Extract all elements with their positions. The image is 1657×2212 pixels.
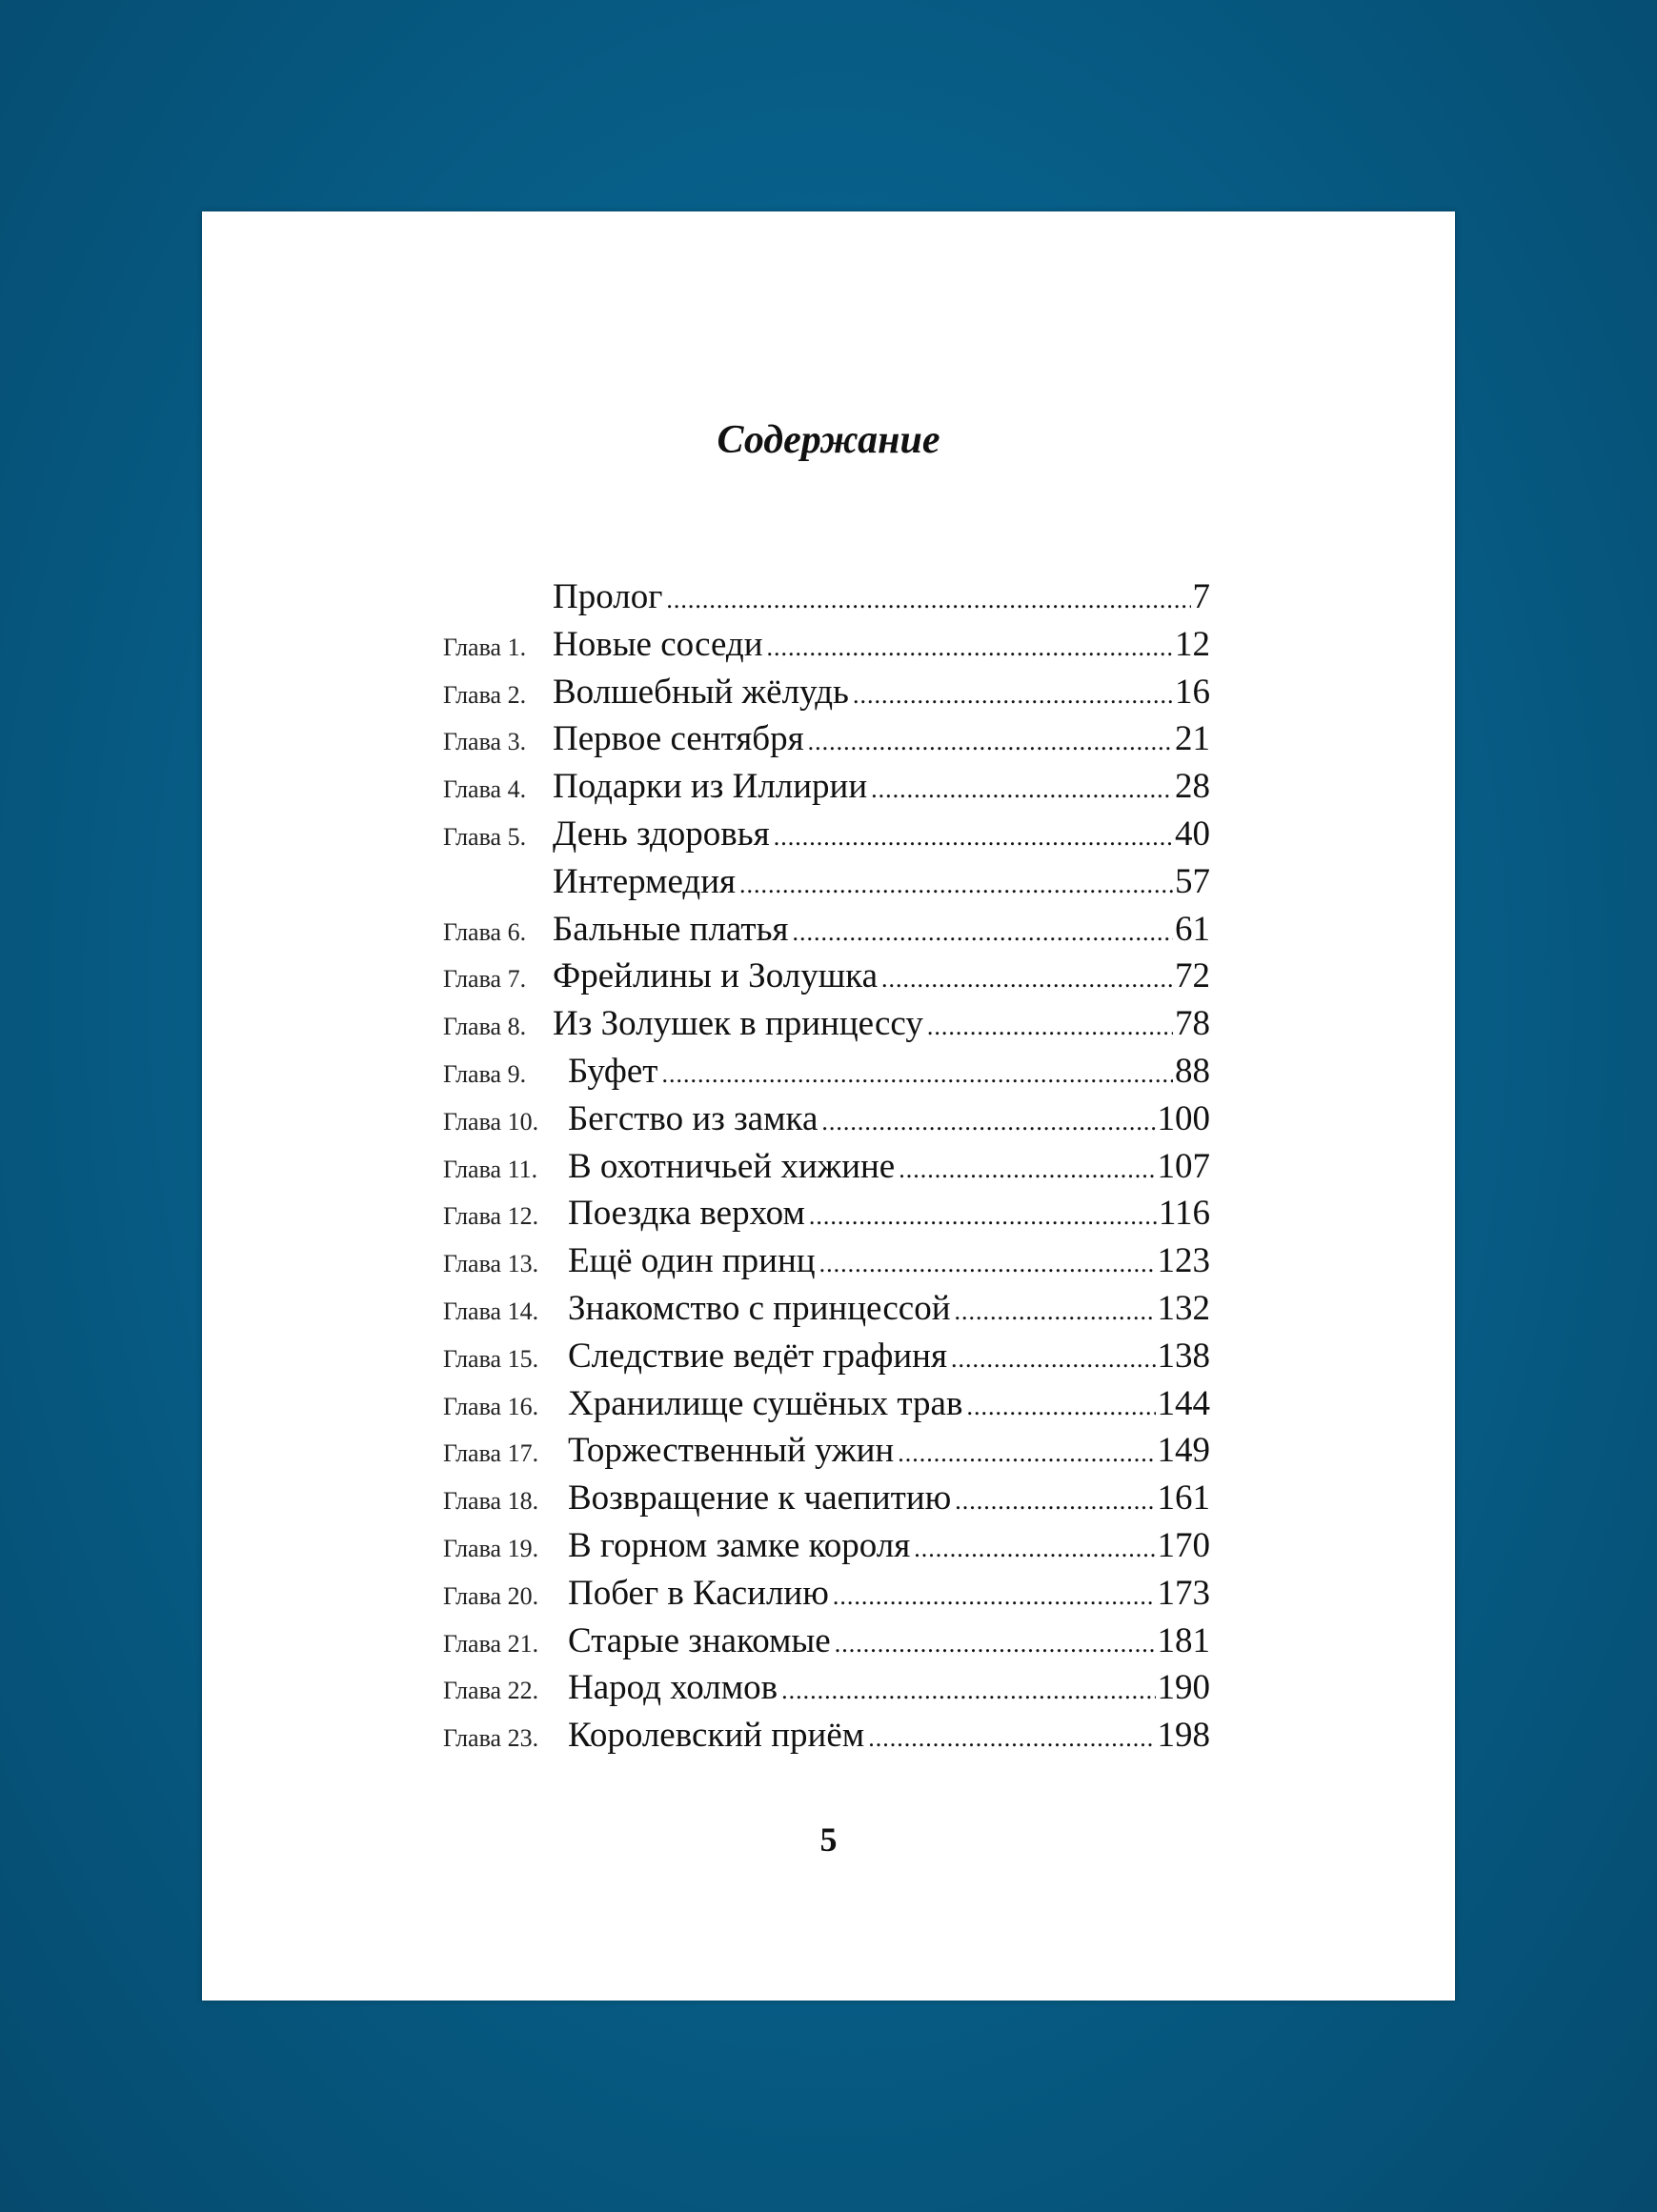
toc-leader-dots: [666, 576, 1190, 624]
toc-entry: [443, 1190, 1210, 1237]
toc-entry: [443, 1427, 1210, 1475]
page-number: 5: [819, 1820, 838, 1859]
toc-chapter-title: Пролог: [553, 577, 663, 616]
toc-chapter-title: День здоровья: [553, 814, 770, 854]
toc-leader-dots: [835, 1620, 1156, 1668]
toc-leader-dots: [792, 909, 1173, 956]
toc-chapter-title: Новые соседи: [553, 624, 763, 664]
toc-chapter-title: Бальные платья: [553, 909, 789, 949]
toc-chapter-label: Глава 1.: [443, 633, 527, 661]
toc-page-number: 100: [1157, 1098, 1210, 1138]
toc-chapter-label: Глава 4.: [443, 775, 527, 804]
toc-page-number: 72: [1175, 956, 1210, 996]
toc-chapter-title: Буфет: [568, 1051, 658, 1091]
toc-entry: [443, 1664, 1210, 1712]
toc-entry: [443, 1475, 1210, 1522]
toc-chapter-label: Глава 3.: [443, 728, 527, 756]
toc-chapter-label: Глава 23.: [443, 1724, 539, 1753]
toc-entry: [443, 858, 1210, 906]
toc-chapter-title: Первое сентября: [553, 719, 804, 759]
toc-page-number: 61: [1175, 909, 1210, 949]
toc-entry: [443, 953, 1210, 1000]
toc-chapter-title: Королевский приём: [568, 1716, 865, 1756]
toc-chapter-title: Поездка верхом: [568, 1194, 805, 1234]
toc-entry: [443, 763, 1210, 811]
toc-page-number: 12: [1175, 624, 1210, 664]
toc-entry: [443, 1522, 1210, 1570]
toc-page-number: 7: [1192, 577, 1210, 616]
toc-chapter-label: Глава 13.: [443, 1250, 539, 1278]
toc-leader-dots: [868, 1715, 1155, 1762]
toc-page-number: 144: [1157, 1383, 1210, 1423]
toc-entry: [443, 1618, 1210, 1665]
toc-chapter-title: Волшебный жёлудь: [553, 672, 849, 712]
toc-chapter-label: Глава 10.: [443, 1107, 539, 1136]
toc-leader-dots: [819, 1240, 1156, 1288]
toc-entry: [443, 1048, 1210, 1096]
toc-chapter-label: Глава 21.: [443, 1629, 539, 1658]
toc-leader-dots: [853, 672, 1173, 719]
toc-page-number: 198: [1157, 1716, 1210, 1756]
toc-page-number: 28: [1175, 767, 1210, 807]
toc-page-number: 138: [1157, 1336, 1210, 1376]
toc-leader-dots: [899, 1146, 1155, 1194]
toc-leader-dots: [955, 1478, 1155, 1525]
toc-leader-dots: [966, 1383, 1155, 1431]
toc-chapter-label: Глава 12.: [443, 1202, 539, 1231]
toc-chapter-title: Возвращение к чаепитию: [568, 1478, 952, 1518]
toc-chapter-label: Глава 8.: [443, 1013, 527, 1041]
toc-chapter-title: Торжественный ужин: [568, 1431, 895, 1471]
page-title: Содержание: [717, 418, 940, 462]
toc-entry: [443, 1000, 1210, 1048]
toc-entry: [443, 1333, 1210, 1380]
toc-entry: [443, 1143, 1210, 1191]
toc-leader-dots: [951, 1336, 1156, 1383]
toc-page-number: 21: [1175, 719, 1210, 759]
toc-page-number: 16: [1175, 672, 1210, 712]
book-page: [202, 211, 1455, 2001]
toc-page-number: 190: [1157, 1668, 1210, 1708]
table-of-contents: [443, 573, 1210, 1760]
toc-chapter-label: Глава 16.: [443, 1392, 539, 1420]
toc-chapter-label: Глава 11.: [443, 1155, 538, 1183]
toc-chapter-label: Глава 15.: [443, 1344, 539, 1373]
toc-page-number: 132: [1157, 1288, 1210, 1328]
toc-chapter-label: Глава 6.: [443, 917, 527, 946]
toc-page-number: 107: [1157, 1146, 1210, 1186]
toc-page-number: 116: [1158, 1194, 1210, 1234]
toc-chapter-title: В горном замке короля: [568, 1525, 911, 1565]
toc-chapter-label: Глава 2.: [443, 680, 527, 709]
toc-entry: [443, 906, 1210, 954]
toc-entry: [443, 715, 1210, 763]
toc-chapter-title: Подарки из Иллирии: [553, 767, 868, 807]
toc-chapter-title: Фрейлины и Золушка: [553, 956, 879, 996]
toc-chapter-title: Следствие ведёт графиня: [568, 1336, 947, 1376]
toc-chapter-title: Старые знакомые: [568, 1620, 831, 1660]
toc-entry: [443, 1570, 1210, 1618]
toc-leader-dots: [774, 814, 1173, 861]
toc-entry: [443, 811, 1210, 858]
toc-entry: [443, 621, 1210, 669]
toc-leader-dots: [661, 1051, 1173, 1098]
toc-chapter-label: Глава 5.: [443, 822, 527, 851]
toc-entry: [443, 1712, 1210, 1760]
toc-leader-dots: [871, 766, 1173, 814]
toc-page-number: 57: [1175, 861, 1210, 901]
toc-entry: [443, 669, 1210, 716]
toc-page-number: 40: [1175, 814, 1210, 854]
toc-entry: [443, 573, 1210, 621]
toc-page-number: 173: [1157, 1573, 1210, 1613]
toc-chapter-title: Бегство из замка: [568, 1098, 818, 1138]
toc-entry: [443, 1096, 1210, 1143]
toc-leader-dots: [833, 1573, 1156, 1620]
toc-chapter-title: В охотничьей хижине: [568, 1146, 896, 1186]
toc-leader-dots: [809, 1193, 1157, 1240]
toc-chapter-title: Народ холмов: [568, 1668, 778, 1708]
toc-chapter-title: Интермедия: [553, 861, 737, 901]
toc-chapter-label: Глава 18.: [443, 1487, 539, 1516]
toc-entry: [443, 1380, 1210, 1428]
toc-chapter-label: Глава 22.: [443, 1677, 539, 1705]
toc-chapter-label: Глава 20.: [443, 1581, 539, 1610]
toc-leader-dots: [955, 1288, 1156, 1336]
toc-page-number: 170: [1157, 1525, 1210, 1565]
toc-entry: [443, 1285, 1210, 1333]
toc-page-number: 88: [1175, 1051, 1210, 1091]
toc-page-number: 149: [1157, 1431, 1210, 1471]
toc-leader-dots: [927, 1003, 1173, 1051]
toc-page-number: 78: [1175, 1004, 1210, 1044]
toc-chapter-title: Ещё один принц: [568, 1241, 816, 1281]
toc-chapter-title: Хранилище сушёных трав: [568, 1383, 963, 1423]
toc-chapter-label: Глава 17.: [443, 1439, 539, 1468]
toc-leader-dots: [914, 1525, 1155, 1573]
toc-entry: [443, 1237, 1210, 1285]
toc-chapter-title: Знакомство с принцессой: [568, 1288, 951, 1328]
toc-leader-dots: [808, 718, 1173, 766]
toc-chapter-label: Глава 19.: [443, 1534, 539, 1562]
toc-leader-dots: [821, 1098, 1155, 1146]
toc-page-number: 123: [1157, 1241, 1210, 1281]
toc-leader-dots: [781, 1667, 1155, 1715]
toc-page-number: 181: [1157, 1620, 1210, 1660]
toc-chapter-label: Глава 7.: [443, 965, 527, 994]
toc-leader-dots: [881, 955, 1173, 1003]
toc-chapter-label: Глава 14.: [443, 1297, 539, 1325]
toc-leader-dots: [767, 624, 1173, 672]
toc-chapter-title: Из Золушек в принцессу: [553, 1004, 923, 1044]
toc-chapter-label: Глава 9.: [443, 1059, 527, 1088]
toc-leader-dots: [898, 1430, 1155, 1478]
toc-leader-dots: [739, 861, 1173, 909]
toc-chapter-title: Побег в Касилию: [568, 1573, 829, 1613]
toc-page-number: 161: [1157, 1478, 1210, 1518]
